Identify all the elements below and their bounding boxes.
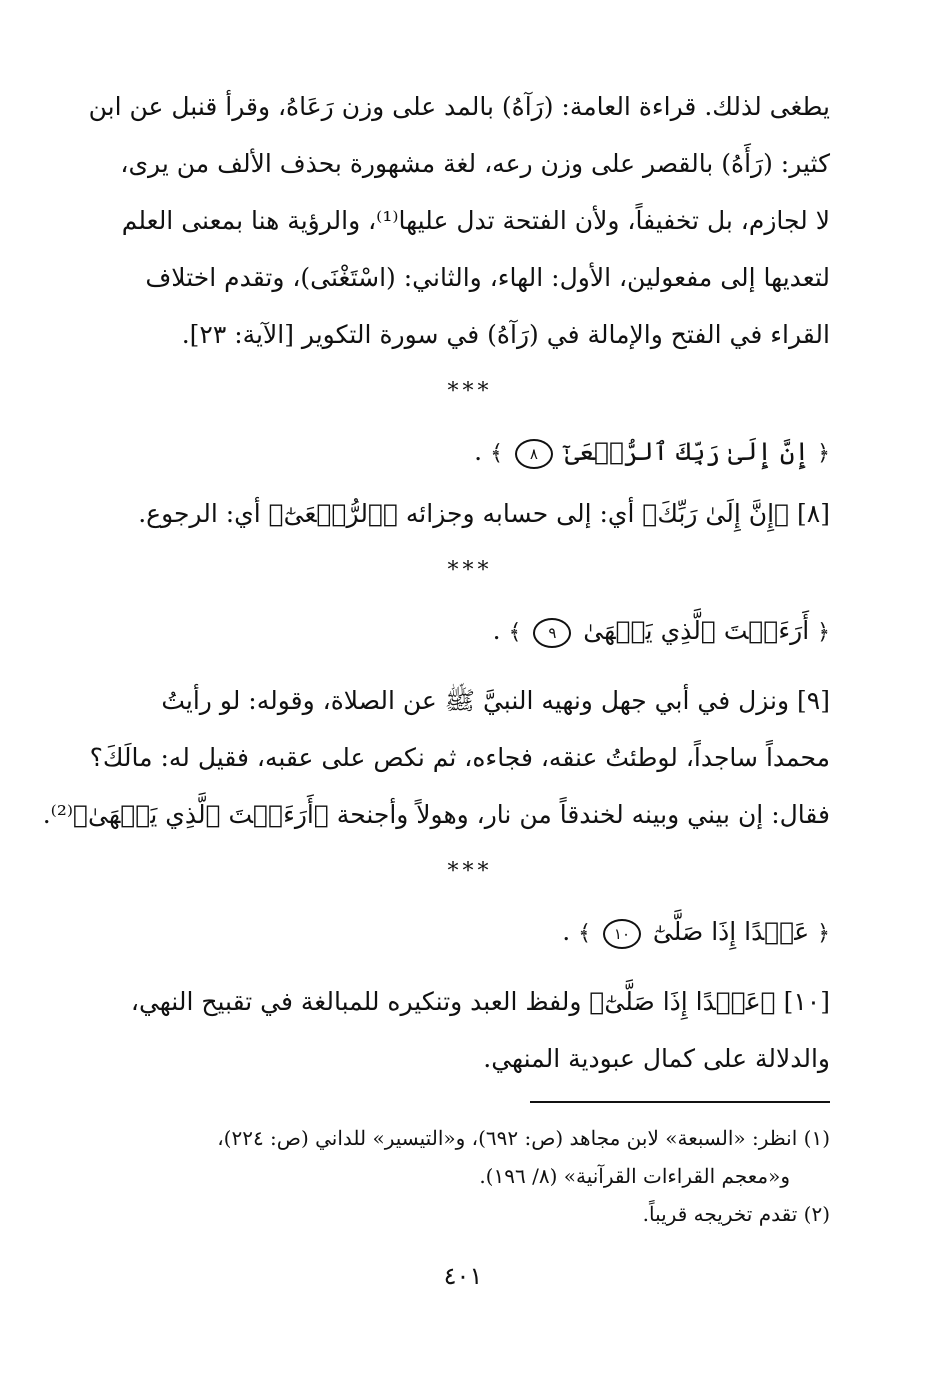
verse-text: عَبۡدًا إِذَا صَلَّىٰٓ [652,917,810,946]
text-line: يطغى لذلك. قراءة العامة: (رَآهُ) بالمد على وزن رَعَاهُ، وقرأ قنبل عن ابن [88,92,830,121]
text-line: فقال: إن بيني وبينه لخندقاً من نار، وهولاً وأجنحة ﴿أَرَءَيۡتَ ٱلَّذِي يَنۡهَىٰ﴾⁽²⁾. [42,800,830,829]
verse-open-bracket: ﴿ [817,620,830,645]
verse-close-bracket: ﴾ [578,921,591,946]
verse-end-dot: . [492,616,501,645]
text-line: [١٠] ﴿عَبۡدًا إِذَا صَلَّىٰٓ﴾ ولفظ العبد وتنكيره للمبالغة في تقبيح النهي، [130,987,830,1016]
text-line: والدلالة على كمال عبودية المنهي. [483,1044,830,1073]
paragraph-commentary-9 [42,672,830,843]
text-line: محمداً ساجداً، لوطئتُ عنقه، فجاءه، ثم نكص على عقبه، فقيل له: مالَكَ؟ [89,743,830,772]
ayah-number-marker: ٨ [515,439,553,469]
text-line: القراء في الفتح والإمالة في (رَآهُ) في سورة التكوير [الآية: ٢٣]. [181,320,830,349]
text-line: [٨] ﴿إِنَّ إِلَىٰ رَبِّكَ﴾ أي: إلى حسابه وجزائه ﴿ٱلرُّجۡعَىٰٓ﴾ أي: الرجوع. [138,499,830,528]
section-separator: *** [447,379,493,404]
footnote-divider [530,1101,830,1103]
verse-text: إِنَّ إِلَىٰ رَبِّكَ ٱلرُّجۡعَىٰٓ [564,437,810,466]
text-line: لا لجازم، بل تخفيفاً، ولأن الفتحة تدل عليها⁽¹⁾، والرؤية هنا بمعنى العلم [121,206,830,235]
verse-8 [110,421,830,485]
footnote-1: (١) انظر: «السبعة» لابن مجاهد (ص: ٦٩٢)، و«التيسير» للداني (ص: ٢٢٤)، [217,1126,830,1150]
verse-9 [110,600,830,664]
footnote-1-continuation: و«معجم القراءات القرآنية» (٨/ ١٩٦). [479,1164,790,1188]
page-number: ٤٠١ [443,1262,483,1290]
verse-end-dot: . [474,437,483,466]
footnotes [110,1119,830,1233]
verse-close-bracket: ﴾ [508,620,522,645]
ayah-number-marker: ١٠ [603,919,641,949]
paragraph-commentary-8 [110,485,830,542]
footnote-2: (٢) تقدم تخريجه قريباً. [642,1202,830,1226]
paragraph-commentary-10 [110,973,830,1087]
text-line: لتعديها إلى مفعولين، الأول: الهاء، والثاني: (اسْتَغْنَى)، وتقدم اختلاف [145,263,830,292]
section-separator: *** [447,558,493,583]
verse-end-dot: . [562,917,571,946]
verse-open-bracket: ﴿ [817,441,830,466]
section-separator: *** [447,859,493,884]
verse-open-bracket: ﴿ [817,921,830,946]
ayah-number-marker: ٩ [533,618,571,648]
text-line: [٩] ونزل في أبي جهل ونهيه النبيَّ ﷺ عن الصلاة، وقوله: لو رأيتُ [161,686,830,715]
verse-close-bracket: ﴾ [490,441,503,466]
verse-10 [110,901,830,965]
verse-text: أَرَءَيۡتَ ٱلَّذِي يَنۡهَىٰ [583,616,810,645]
paragraph-commentary-7 [88,78,830,363]
text-line: كثير: (رَأَهُ) بالقصر على وزن رعه، لغة مشهورة بحذف الألف من يرى، [120,149,830,178]
